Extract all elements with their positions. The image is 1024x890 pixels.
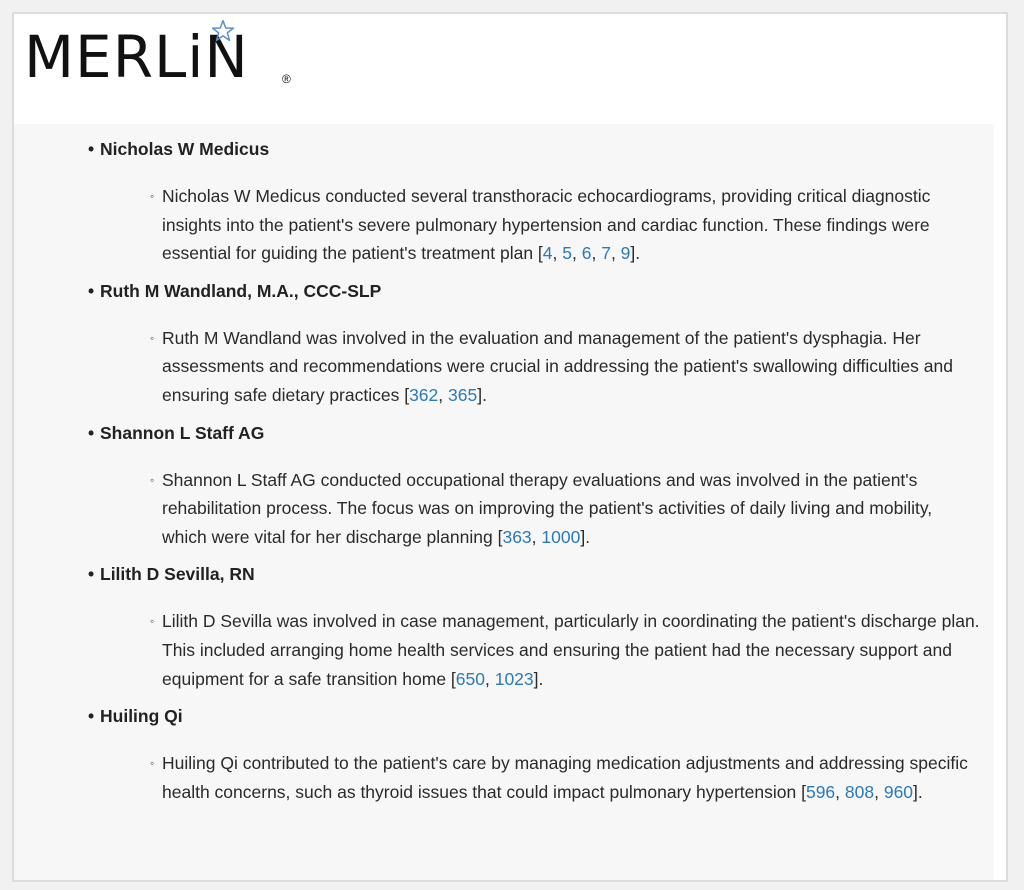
provider-description [150,607,980,693]
citation-close: ]. [533,668,544,689]
provider-name-text: Nicholas W Medicus [100,139,270,159]
bullet-icon: • [88,564,95,585]
ref-separator: , [572,243,582,264]
citation-link[interactable]: 960 [883,781,914,802]
provider-name-text: Ruth M Wandland, M.A., CCC-SLP [100,280,382,301]
bullet-icon: • [88,280,95,301]
citation-link[interactable]: 9 [620,243,631,264]
sub-bullet-icon: ◦ [150,756,155,771]
provider-name-text: Lilith D Sevilla, RN [100,564,255,585]
care-team-entry [14,134,994,268]
care-team-entry [14,701,994,806]
care-team-entry [14,276,994,410]
provider-description [150,466,980,552]
provider-description [150,182,980,268]
provider-description [150,749,980,806]
app-frame [12,12,1008,882]
ref-separator: , [874,781,884,802]
provider-name [88,701,994,749]
description-text: Nicholas W Medicus conducted several transthoracic echocardiograms, providing critical diagnostic insights into the patient's severe pulmonary hypertension and cardiac function. These findings were essential for guiding the patient's treatment plan [ [162,186,931,264]
citation-link[interactable]: 650 [455,668,485,689]
ref-separator: , [591,243,602,264]
ref-separator: , [552,243,563,264]
provider-name [88,134,994,182]
citation-link[interactable]: 6 [581,243,592,264]
registered-mark: ® [282,72,291,86]
citation-link[interactable]: 7 [601,243,611,264]
provider-name [88,559,994,607]
provider-description [150,324,980,410]
ref-separator: , [438,384,449,405]
care-team-list [14,124,994,882]
ref-separator: , [835,781,845,802]
citation-link[interactable]: 363 [502,526,532,547]
citation-link[interactable]: 365 [448,384,478,405]
ref-separator: , [610,243,621,264]
citation-link[interactable]: 5 [562,243,572,264]
citation-link[interactable]: 1023 [494,668,534,689]
citation-link[interactable]: 808 [844,781,875,802]
description-text: Huiling Qi contributed to the patient's care by managing medication adjustments and addressing specific health concerns, such as thyroid issues that could impact pulmonary hypertension [ [162,753,968,802]
bullet-icon: • [88,422,95,443]
description-text: Lilith D Sevilla was involved in case management, particularly in coordinating the patient's discharge plan. This included arranging home health services and ensuring the patient had the necessary support and equipment for a safe transition home [ [162,611,980,689]
citation-close: ]. [477,384,487,405]
bullet-icon: • [88,706,95,727]
description-text: Shannon L Staff AG conducted occupational therapy evaluations and was involved in the patient's rehabilitation process. The focus was on improving the patient's activities of daily living and mobility, which were vital for her discharge planning [ [162,469,933,547]
citation-close: ]. [913,781,923,802]
ref-separator: , [531,526,542,547]
description-text: Ruth M Wandland was involved in the evaluation and management of the patient's dysphagia. Her assessments and recommendations were crucial in addressing the patient's swallowing difficulties and ensuring safe dietary practices [ [162,327,953,405]
care-team-entry [14,559,994,693]
sub-bullet-icon: ◦ [150,330,155,345]
citation-close: ]. [580,526,591,547]
ref-separator: , [484,668,495,689]
care-team-entry [14,418,994,552]
star-outline-icon [210,18,236,44]
provider-name [88,276,994,324]
header [14,14,1006,124]
provider-name [88,418,994,466]
citation-link[interactable]: 596 [805,781,836,802]
provider-name-text: Huiling Qi [100,706,183,727]
citation-link[interactable]: 4 [542,243,553,264]
provider-name-text: Shannon L Staff AG [100,422,265,443]
bullet-icon: • [88,139,95,159]
sub-bullet-icon: ◦ [150,614,155,629]
citation-link[interactable]: 362 [409,384,439,405]
sub-bullet-icon: ◦ [150,189,155,203]
merlin-logo: MERLiN [24,23,249,91]
citation-close: ]. [630,243,641,264]
citation-link[interactable]: 1000 [541,526,581,547]
sub-bullet-icon: ◦ [150,472,155,487]
